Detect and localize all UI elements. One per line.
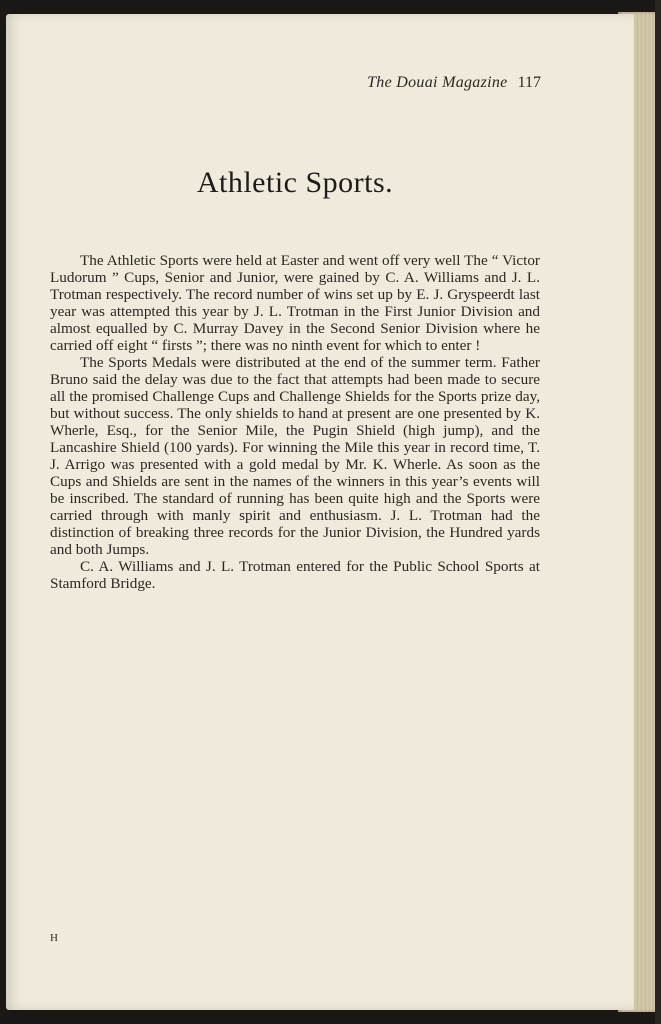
signature-mark: H [50,932,58,944]
paragraph: The Sports Medals were distributed at the end of the summer term. Father Bruno said the delay was due to the fact that attempts had been made to secure all the promised Challenge Cups and Challenge Shields for the Sports prize day, but without success. The only shields to hand at present are one presented by K. Wherle, Esq., for the Senior Mile, the Pugin Shield (high jump), and the Lancashire Shield (100 yards). For winning the Mile this year in record time, T. J. Arrigo was presented with a gold medal by Mr. K. Wherle. As soon as the Cups and Shields are sent in the names of the winners in this year’s events will be inscribed. The standard of running has been quite high and the Sports were carried through with manly spirit and enthusiasm. J. L. Trotman had the distinction of breaking three records for the Junior Division, the Hundred yards and both Jumps. [50,354,540,558]
article-title: Athletic Sports. [196,166,394,199]
paragraph: C. A. Williams and J. L. Trotman entered for the Public School Sports at Stamford Bridge. [50,558,540,592]
magazine-title: The Douai Magazine [367,74,508,91]
article-body [50,252,540,592]
page-number: 117 [517,74,541,91]
paragraph: The Athletic Sports were held at Easter and went off very well The “ Victor Ludorum ” Cups, Senior and Junior, were gained by C. A. Williams and J. L. Trotman respectively. The record number of wins set up by E. J. Gryspeerdt last year was attempted this year by J. L. Trotman in the First Junior Division and almost equalled by C. Murray Davey in the Second Senior Division where he carried off eight “ firsts ”; there was no ninth event for which to enter ! [50,252,540,354]
running-header [367,74,541,92]
binding-shadow [655,0,661,1024]
